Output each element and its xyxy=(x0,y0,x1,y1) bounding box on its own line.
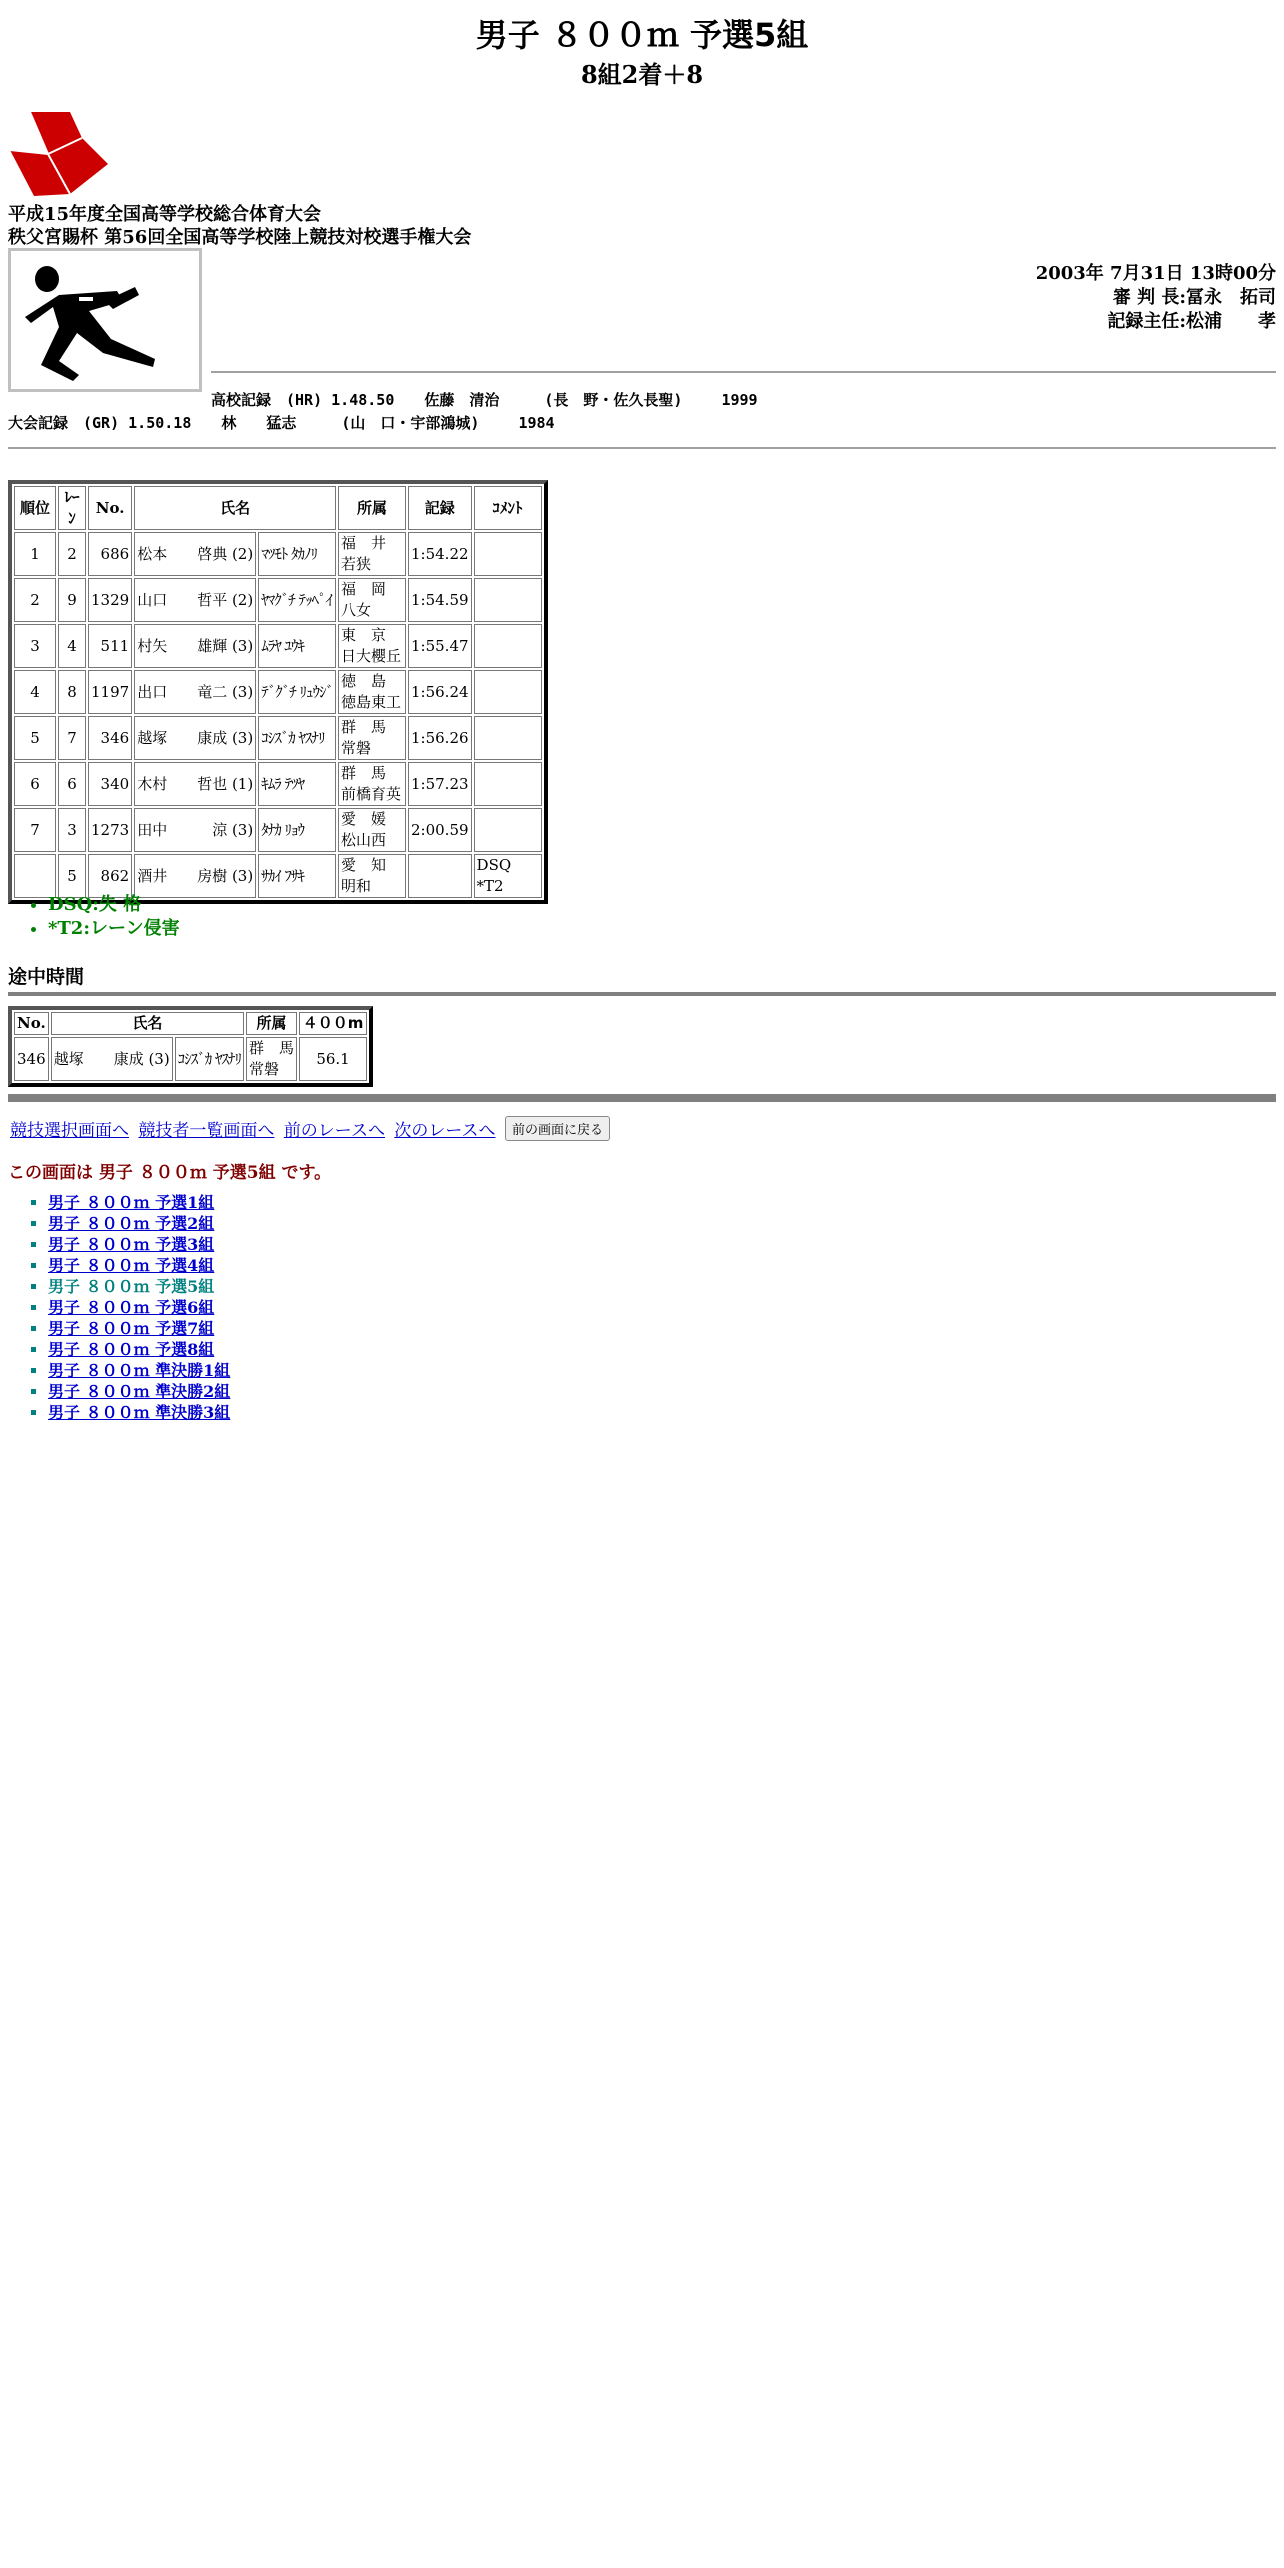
table-row xyxy=(14,808,542,852)
page-subtitle: 8組2着＋8 xyxy=(580,60,704,89)
athlete-name: 田中 涼 (3) xyxy=(134,808,256,852)
athlete-affiliation xyxy=(338,762,406,806)
school: 常磐 xyxy=(249,1060,280,1078)
table-row xyxy=(14,578,542,622)
race-link[interactable]: 男子 ８００ｍ 予選1組 xyxy=(48,1193,215,1212)
athlete-no: 862 xyxy=(88,854,132,898)
lane: 8 xyxy=(58,670,86,714)
result-comment: DSQ *T2 xyxy=(474,854,542,898)
race-list-item xyxy=(48,1339,230,1360)
col-comment: ｺﾒﾝﾄ xyxy=(474,486,542,530)
divider xyxy=(8,1094,1276,1102)
rank: 7 xyxy=(14,808,56,852)
back-button[interactable]: 前の画面に戻る xyxy=(505,1116,610,1141)
result-time: 1:56.24 xyxy=(408,670,472,714)
result-time: 1:54.59 xyxy=(408,578,472,622)
school: 松山西 xyxy=(341,831,387,849)
col-no: No. xyxy=(88,486,132,530)
athlete-kana: ﾏﾂﾓﾄ ﾀｶﾉﾘ xyxy=(258,532,336,576)
link-athlete-list[interactable]: 競技者一覧画面へ xyxy=(138,1121,275,1141)
race-list xyxy=(28,1192,230,1423)
race-datetime: 2003年 7月31日 13時00分 xyxy=(1035,263,1276,284)
link-event-select[interactable]: 競技選択画面へ xyxy=(10,1121,129,1141)
school: 日大櫻丘 xyxy=(341,647,402,665)
prefecture: 福 井 xyxy=(341,534,387,552)
athlete-kana: ｷﾑﾗ ﾃﾂﾔ xyxy=(258,762,336,806)
table-row xyxy=(14,624,542,668)
race-list-item xyxy=(48,1276,230,1297)
athlete-kana: ｻｶｲ ﾌｻｷ xyxy=(258,854,336,898)
result-comment xyxy=(474,532,542,576)
col-affiliation: 所属 xyxy=(246,1012,297,1035)
page-title: 男子 ８００ｍ 予選5組 xyxy=(475,16,809,54)
race-list-item xyxy=(48,1255,230,1276)
lane: 3 xyxy=(58,808,86,852)
rank: 4 xyxy=(14,670,56,714)
school: 常磐 xyxy=(341,739,372,757)
table-row xyxy=(14,854,542,898)
athlete-name: 松本 啓典 (2) xyxy=(134,532,256,576)
race-list-item xyxy=(48,1297,230,1318)
runner-icon xyxy=(19,257,195,387)
athlete-affiliation xyxy=(338,624,406,668)
result-comment xyxy=(474,762,542,806)
athlete-kana: ﾀﾅｶ ﾘｮｳ xyxy=(258,808,336,852)
prefecture: 群 馬 xyxy=(341,718,387,736)
athlete-name: 酒井 房樹 (3) xyxy=(134,854,256,898)
result-time: 2:00.59 xyxy=(408,808,472,852)
games-record: 大会記録 (GR) 1.50.18 林 猛志 (山 口・宇部鴻城) 1984 xyxy=(8,414,555,432)
school: 若狭 xyxy=(341,555,372,573)
athlete-no: 346 xyxy=(88,716,132,760)
race-list-item xyxy=(48,1234,230,1255)
result-time: 1:54.22 xyxy=(408,532,472,576)
race-list-item xyxy=(48,1402,230,1423)
runner-image xyxy=(8,248,202,392)
rank: 1 xyxy=(14,532,56,576)
referee: 審 判 長:冨永 拓司 xyxy=(1112,287,1276,308)
prefecture: 東 京 xyxy=(341,626,387,644)
race-link[interactable]: 男子 ８００ｍ 予選7組 xyxy=(48,1319,215,1338)
result-comment xyxy=(474,624,542,668)
table-row xyxy=(14,670,542,714)
results-header-row xyxy=(14,486,542,530)
result-comment xyxy=(474,808,542,852)
school: 明和 xyxy=(341,877,372,895)
col-no: No. xyxy=(14,1012,49,1035)
athlete-no: 346 xyxy=(14,1037,49,1081)
splits-title: 途中時間 xyxy=(8,966,85,988)
athlete-no: 1329 xyxy=(88,578,132,622)
athlete-kana: ｺｼｽﾞｶ ﾔｽﾅﾘ xyxy=(258,716,336,760)
splits-header-row xyxy=(14,1012,367,1035)
athlete-name: 村矢 雄輝 (3) xyxy=(134,624,256,668)
athlete-kana: ﾑﾗﾔ ﾕｳｷ xyxy=(258,624,336,668)
athlete-affiliation xyxy=(338,670,406,714)
col-400m: ４００m xyxy=(299,1012,367,1035)
col-rank: 順位 xyxy=(14,486,56,530)
athlete-affiliation xyxy=(338,854,406,898)
athlete-affiliation xyxy=(338,578,406,622)
divider xyxy=(8,992,1276,996)
splits-table xyxy=(8,1006,373,1087)
race-link[interactable]: 男子 ８００ｍ 予選6組 xyxy=(48,1298,215,1317)
race-link[interactable]: 男子 ８００ｍ 準決勝3組 xyxy=(48,1403,231,1422)
school: 八女 xyxy=(341,601,372,619)
race-link[interactable]: 男子 ８００ｍ 予選3組 xyxy=(48,1235,215,1254)
legend-item: • *T2:レーン侵害 xyxy=(48,917,180,941)
results-table xyxy=(8,480,548,904)
table-row xyxy=(14,1037,367,1081)
prefecture: 愛 媛 xyxy=(341,810,387,828)
race-meta xyxy=(1036,262,1276,334)
prefecture: 福 岡 xyxy=(341,580,387,598)
athlete-no: 686 xyxy=(88,532,132,576)
result-comment xyxy=(474,716,542,760)
table-row xyxy=(14,532,542,576)
race-link[interactable]: 男子 ８００ｍ 予選2組 xyxy=(48,1214,215,1233)
prefecture: 徳 島 xyxy=(341,672,387,690)
athlete-affiliation xyxy=(338,808,406,852)
result-time: 1:55.47 xyxy=(408,624,472,668)
athlete-no: 1197 xyxy=(88,670,132,714)
athlete-name: 越塚 康成 (3) xyxy=(51,1037,173,1081)
athlete-kana: ｺｼｽﾞｶ ﾔｽﾅﾘ xyxy=(175,1037,244,1081)
col-name: 氏名 xyxy=(134,486,336,530)
meet-logo-icon xyxy=(8,110,110,202)
athlete-name: 出口 竜二 (3) xyxy=(134,670,256,714)
athlete-name: 木村 哲也 (1) xyxy=(134,762,256,806)
legend-list xyxy=(28,893,180,941)
col-affiliation: 所属 xyxy=(338,486,406,530)
result-comment xyxy=(474,578,542,622)
athlete-name: 越塚 康成 (3) xyxy=(134,716,256,760)
high-school-record: 高校記録 (HR) 1.48.50 佐藤 清治 (長 野・佐久長聖) 1999 xyxy=(211,391,758,409)
lane: 9 xyxy=(58,578,86,622)
lane: 2 xyxy=(58,532,86,576)
result-time: 1:56.26 xyxy=(408,716,472,760)
race-link[interactable]: 男子 ８００ｍ 予選4組 xyxy=(48,1256,215,1275)
meet-name-line1: 平成15年度全国高等学校総合体育大会 xyxy=(8,204,322,225)
athlete-no: 340 xyxy=(88,762,132,806)
race-list-item xyxy=(48,1318,230,1339)
rank xyxy=(14,854,56,898)
prefecture: 群 馬 xyxy=(341,764,387,782)
race-list-item xyxy=(48,1192,230,1213)
link-previous-race[interactable]: 前のレースへ xyxy=(283,1121,385,1141)
rank: 3 xyxy=(14,624,56,668)
recorder: 記録主任:松浦 孝 xyxy=(1107,311,1276,332)
result-comment xyxy=(474,670,542,714)
split-time: 56.1 xyxy=(299,1037,367,1081)
prefecture: 群 馬 xyxy=(249,1039,295,1057)
col-lane: ﾚｰﾝ xyxy=(58,486,86,530)
col-name: 氏名 xyxy=(51,1012,244,1035)
legend-item: • DSQ:失 格 xyxy=(48,893,180,917)
race-list-item xyxy=(48,1381,230,1402)
meet-name-line2: 秩父宮賜杯 第56回全国高等学校陸上競技対校選手権大会 xyxy=(8,227,472,248)
athlete-affiliation xyxy=(246,1037,297,1081)
col-time: 記録 xyxy=(408,486,472,530)
divider xyxy=(211,371,1276,373)
current-race-note: この画面は 男子 ８００ｍ 予選5組 です。 xyxy=(8,1163,332,1183)
table-row xyxy=(14,716,542,760)
table-row xyxy=(14,762,542,806)
race-list-item xyxy=(48,1360,230,1381)
result-time xyxy=(408,854,472,898)
race-list-item xyxy=(48,1213,230,1234)
rank: 2 xyxy=(14,578,56,622)
athlete-kana: ﾃﾞｸﾞﾁ ﾘｭｳｼﾞ xyxy=(258,670,336,714)
lane: 7 xyxy=(58,716,86,760)
race-link: 男子 ８００ｍ 予選5組 xyxy=(48,1277,215,1296)
lane: 5 xyxy=(58,854,86,898)
rank: 6 xyxy=(14,762,56,806)
athlete-affiliation xyxy=(338,532,406,576)
rank: 5 xyxy=(14,716,56,760)
race-link[interactable]: 男子 ８００ｍ 予選8組 xyxy=(48,1340,215,1359)
athlete-no: 1273 xyxy=(88,808,132,852)
race-link[interactable]: 男子 ８００ｍ 準決勝1組 xyxy=(48,1361,231,1380)
lane: 6 xyxy=(58,762,86,806)
school: 徳島東工 xyxy=(341,693,402,711)
race-link[interactable]: 男子 ８００ｍ 準決勝2組 xyxy=(48,1382,231,1401)
athlete-kana: ﾔﾏｸﾞﾁ ﾃｯﾍﾟｲ xyxy=(258,578,336,622)
lane: 4 xyxy=(58,624,86,668)
school: 前橋育英 xyxy=(341,785,402,803)
athlete-affiliation xyxy=(338,716,406,760)
result-time: 1:57.23 xyxy=(408,762,472,806)
link-next-race[interactable]: 次のレースへ xyxy=(394,1121,496,1141)
nav-bar xyxy=(10,1116,610,1141)
athlete-no: 511 xyxy=(88,624,132,668)
divider xyxy=(8,447,1276,449)
prefecture: 愛 知 xyxy=(341,856,387,874)
athlete-name: 山口 哲平 (2) xyxy=(134,578,256,622)
